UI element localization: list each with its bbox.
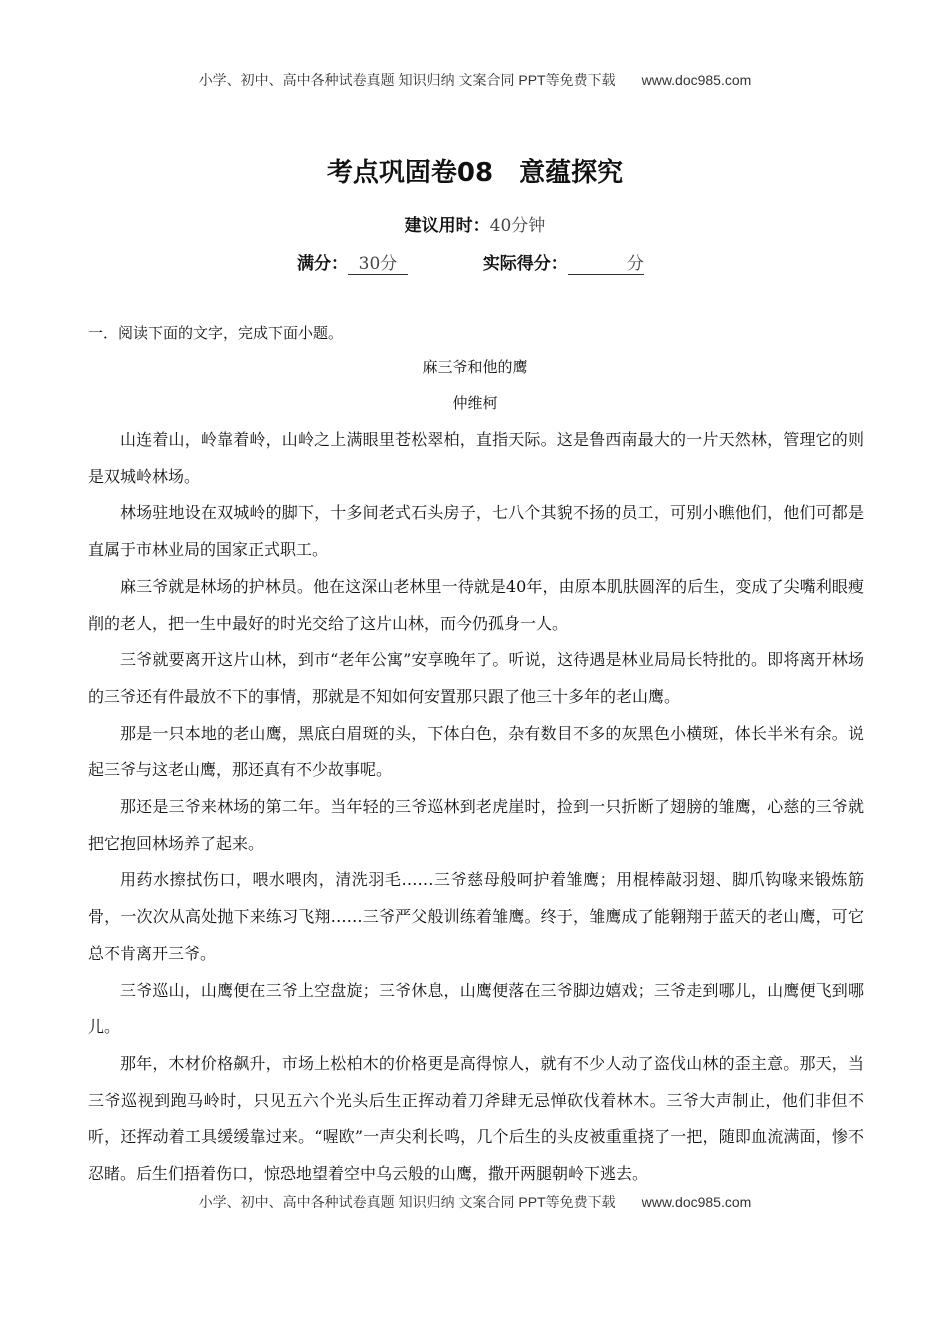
- paragraph: 三爷就要离开这片山林，到市“老年公寓”安享晚年了。听说，这待遇是林业局局长特批的。即将离开林场的三爷还有件最放不下的事情，那就是不知如何安置那只跟了他三十多年的老山鹰。: [88, 650, 864, 706]
- page-footer: [0, 1192, 950, 1212]
- suggested-time: [0, 211, 950, 236]
- paragraph: 林场驻地设在双城岭的脚下，十多间老式石头房子，七八个其貌不扬的员工，可别小瞧他们，他们可都是直属于市林业局的国家正式职工。: [88, 503, 864, 560]
- full-score-value: 30分: [348, 254, 408, 275]
- paragraph: 山连着山，岭靠着岭，山岭之上满眼里苍松翠柏，直指天际。这是鲁西南最大的一片天然林，管理它的则是双城岭林场。: [88, 430, 864, 486]
- paragraph: 用药水擦拭伤口，喂水喂肉，清洗羽毛……三爷慈母般呵护着雏鹰；用棍棒敲羽翅、脚爪钩喙来锻炼筋骨，一次次从高处抛下来练习飞翔……三爷严父般训练着雏鹰。终于，雏鹰成了能翱翔于蓝天的老山鹰，可它总不肯离开三爷。: [88, 870, 864, 963]
- page-header: [0, 70, 950, 90]
- score-line: [297, 249, 644, 275]
- passage-author: 仲维柯: [452, 394, 498, 412]
- footer-text: 小学、初中、高中各种试卷真题 知识归纳 文案合同 PPT等免费下载: [198, 1194, 616, 1210]
- passage-body: [88, 422, 864, 1193]
- header-url[interactable]: www.doc985.com: [641, 72, 752, 88]
- header-text: 小学、初中、高中各种试卷真题 知识归纳 文案合同 PPT等免费下载: [198, 72, 616, 88]
- footer-url[interactable]: www.doc985.com: [641, 1194, 752, 1210]
- time-label: 建议用时：: [404, 216, 490, 236]
- page-title: [0, 152, 950, 189]
- passage-title: 麻三爷和他的鹰: [422, 358, 528, 376]
- paragraph: 麻三爷就是林场的护林员。他在这深山老林里一待就是40年，由原本肌肤圆浑的后生，变成了尖嘴利眼瘦削的老人，把一生中最好的时光交给了这片山林，而今仍孤身一人。: [88, 576, 864, 633]
- full-score-label: 满分：: [297, 254, 348, 274]
- title-main: 考点巩固卷08: [326, 158, 494, 188]
- title-sub: 意蕴探究: [519, 158, 624, 188]
- paragraph: 那年，木材价格飙升，市场上松柏木的价格更是高得惊人，就有不少人动了盗伐山林的歪主意。那天，当三爷巡视到跑马岭时，只见五六个光头后生正挥动着刀斧肆无忌惮砍伐着林木。三爷大声制止，他们非但不听，还挥动着工具缓缓靠过来。“喔欧”一声尖利长鸣，几个后生的头皮被重重挠了一把，随即血流满面，惨不忍睹。后生们捂着伤口，惊恐地望着空中乌云般的山鹰，撒开两腿朝岭下逃去。: [88, 1053, 864, 1184]
- question-instruction: 一．阅读下面的文字，完成下面小题。: [88, 324, 344, 342]
- paragraph: 那是一只本地的老山鹰，黑底白眉斑的头，下体白色，杂有数目不多的灰黑色小横斑，体长半米有余。说起三爷与这老山鹰，那还真有不少故事呢。: [88, 723, 864, 780]
- time-value: 40分钟: [489, 216, 546, 236]
- actual-score-label: 实际得分：: [482, 254, 568, 274]
- actual-score-field[interactable]: 分: [568, 254, 644, 275]
- paragraph: 三爷巡山，山鹰便在三爷上空盘旋；三爷休息，山鹰便落在三爷脚边嬉戏；三爷走到哪儿，山鹰便飞到哪儿。: [88, 980, 864, 1037]
- paragraph: 那还是三爷来林场的第二年。当年轻的三爷巡林到老虎崖时，捡到一只折断了翅膀的雏鹰，心慈的三爷就把它抱回林场养了起来。: [88, 797, 864, 853]
